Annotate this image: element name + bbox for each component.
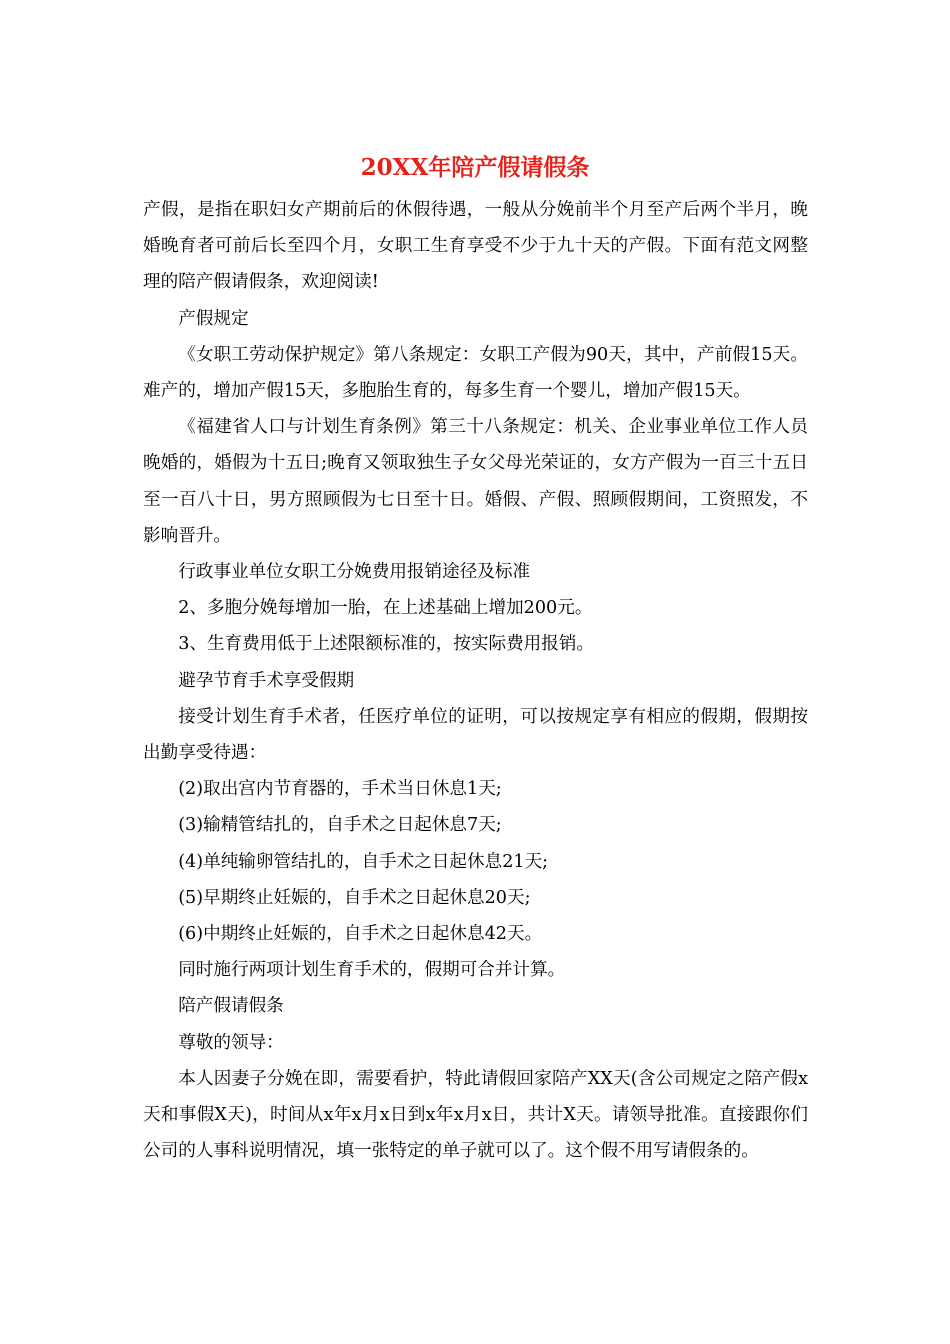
paragraph-intro: 产假，是指在职妇女产期前后的休假待遇，一般从分娩前半个月至产后两个半月，晚婚晚育者可前后长至四个月，女职工生育享受不少于九十天的产假。下面有范文网整理的陪产假请假条，欢迎阅读!: [143, 200, 808, 293]
paragraph-surgery-leave: 接受计划生育手术者，任医疗单位的证明，可以按规定享有相应的假期，假期按出勤享受待遇：: [143, 706, 808, 764]
list-item: (3)输精管结扎的，自手术之日起休息7天;: [178, 815, 502, 836]
list-item: (6)中期终止妊娠的，自手术之日起休息42天。: [178, 924, 543, 945]
list-item: (2)取出宫内节育器的，手术当日休息1天;: [178, 779, 502, 800]
paragraph-fujian-regulation: 《福建省人口与计划生育条例》第三十八条规定：机关、企业事业单位工作人员晚婚的，婚假为十五日;晚育又领取独生子女父母光荣证的，女方产假为一百三十五日至一百八十日，男方照顾假为七日至十日。婚假、产假、照顾假期间，工资照发，不影响晋升。: [143, 417, 808, 546]
heading-reimbursement: 行政事业单位女职工分娩费用报销途径及标准: [178, 562, 531, 583]
list-item: (4)单纯输卵管结扎的，自手术之日起休息21天;: [178, 851, 549, 872]
heading-maternity-rules: 产假规定: [178, 308, 249, 329]
list-item: 3、生育费用低于上述限额标准的，按实际费用报销。: [178, 634, 595, 655]
document-body: [143, 192, 808, 1169]
paragraph-request-body: 本人因妻子分娩在即，需要看护，特此请假回家陪产XX天(含公司规定之陪产假x天和事假X天)，时间从x年x月x日到x年x月x日，共计X天。请领导批准。直接跟你们公司的人事科说明情况，填一张特定的单子就可以了。这个假不用写请假条的。: [143, 1068, 808, 1162]
paragraph-labor-protection: 《女职工劳动保护规定》第八条规定：女职工产假为90天，其中，产前假15天。难产的，增加产假15天，多胞胎生育的，每多生育一个婴儿，增加产假15天。: [143, 344, 808, 402]
paragraph-combined-leave: 同时施行两项计划生育手术的，假期可合并计算。: [178, 960, 566, 981]
list-item: 2、多胞分娩每增加一胎，在上述基础上增加200元。: [178, 598, 593, 619]
document-title: 20XX年陪产假请假条: [360, 154, 590, 181]
heading-contraception-leave: 避孕节育手术享受假期: [178, 670, 355, 691]
list-item: (5)早期终止妊娠的，自手术之日起休息20天;: [178, 887, 531, 908]
salutation: 尊敬的领导：: [178, 1032, 284, 1053]
heading-paternity-leave-note: 陪产假请假条: [178, 996, 284, 1017]
